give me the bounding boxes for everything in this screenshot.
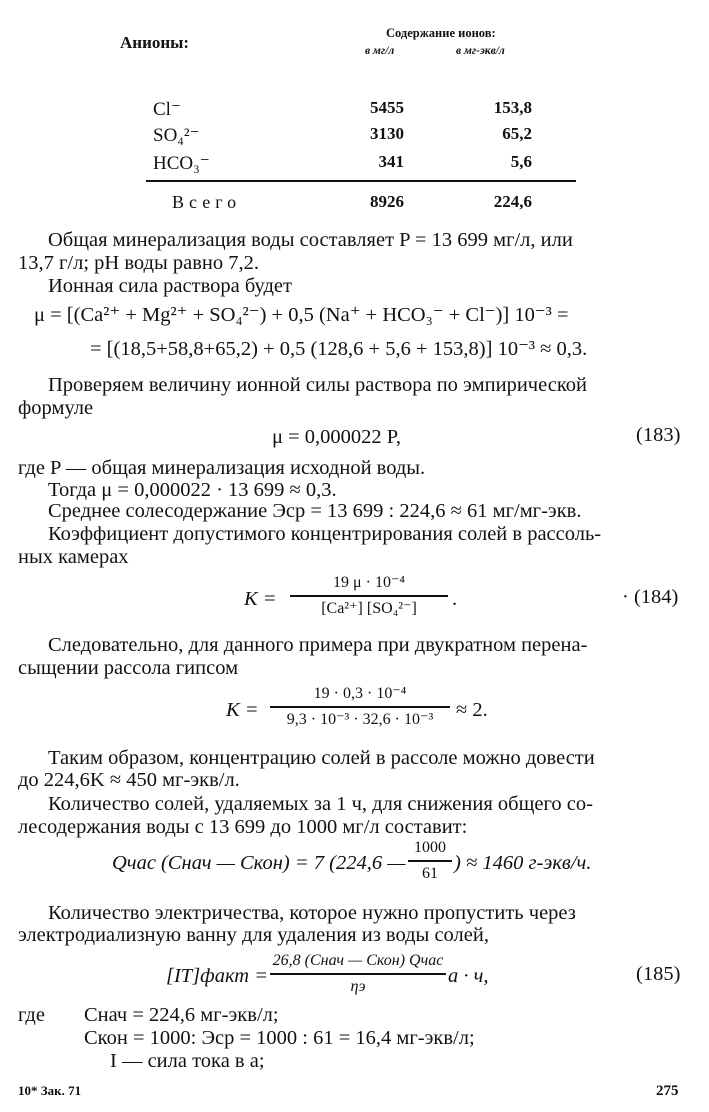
total-mgeq: 224,6 bbox=[493, 192, 532, 211]
ion-mg: 3130 bbox=[370, 124, 404, 143]
anions-header: Анионы: bbox=[120, 33, 190, 52]
equation-185-numerator: 26,8 (Cнач — Cкон) Qчас bbox=[272, 952, 444, 969]
paragraph-line: ных камерах bbox=[18, 546, 129, 568]
equation-184-denominator: [Ca²⁺] [SO₄²⁻] bbox=[321, 599, 417, 617]
where-item: I — сила тока в a; bbox=[110, 1050, 265, 1072]
paragraph-line: сыщении рассола гипсом bbox=[18, 657, 239, 679]
page-number: 275 bbox=[656, 1083, 679, 1099]
equation-q-denominator: 61 bbox=[422, 864, 438, 882]
equation-k-denominator: 9,3 · 10⁻³ · 32,6 · 10⁻³ bbox=[286, 710, 434, 728]
ion-mgeq: 65,2 bbox=[502, 124, 532, 143]
paragraph-line: до 224,6K ≈ 450 мг-экв/л. bbox=[18, 769, 240, 791]
ion-mgeq: 153,8 bbox=[493, 98, 532, 117]
paragraph-line: лесодержания воды с 13 699 до 1000 мг/л составит: bbox=[18, 816, 468, 838]
fraction-bar bbox=[408, 860, 452, 862]
equation-k-lhs: K = bbox=[226, 699, 259, 721]
fraction-bar bbox=[290, 595, 448, 597]
equation-184-lhs: K = bbox=[244, 588, 277, 610]
equation-k-fraction bbox=[270, 684, 450, 730]
where-item: Cнач = 224,6 мг-экв/л; bbox=[84, 1004, 279, 1026]
where-item: Cкон = 1000: Эср = 1000 : 61 = 16,4 мг-экв/л; bbox=[84, 1027, 475, 1049]
equation-k-numerator: 19 · 0,3 · 10⁻⁴ bbox=[313, 685, 407, 702]
equation-q-rhs: ) ≈ 1460 г-экв/ч. bbox=[454, 852, 592, 874]
ion-name: SO₄²⁻ bbox=[153, 125, 200, 146]
equation-q-fraction bbox=[408, 838, 452, 884]
paragraph-line: Таким образом, концентрацию солей в рассоле можно довести bbox=[48, 747, 595, 769]
equation-number: · (184) bbox=[622, 586, 679, 608]
content-header: Содержание ионов: bbox=[386, 26, 496, 40]
paragraph-line: Ионная сила раствора будет bbox=[48, 275, 292, 297]
paragraph-line: Количество электричества, которое нужно пропустить через bbox=[48, 902, 576, 924]
ion-name: HCO₃⁻ bbox=[153, 153, 210, 174]
equation-184-numerator: 19 μ · 10⁻⁴ bbox=[333, 574, 405, 591]
total-mg: 8926 bbox=[370, 192, 404, 211]
paragraph-line: Среднее солесодержание Эср = 13 699 : 224,6 ≈ 61 мг/мг-экв. bbox=[48, 500, 582, 522]
ion-name: Cl⁻ bbox=[153, 99, 181, 120]
equation-number: (185) bbox=[636, 963, 681, 985]
equation-184-dot: . bbox=[452, 588, 458, 610]
ion-mg: 341 bbox=[378, 152, 404, 171]
paragraph-line: Коэффициент допустимого концентрирования солей в рассоль- bbox=[48, 523, 602, 545]
col-header-mg: в мг/л bbox=[365, 45, 395, 57]
paragraph-line: Следовательно, для данного примера при двукратном перена- bbox=[48, 634, 588, 656]
where-label: где bbox=[18, 1004, 45, 1026]
table-rule bbox=[146, 180, 576, 182]
equation-q-lhs: Qчас (Cнач — Cкон) = 7 (224,6 — bbox=[112, 852, 406, 874]
paragraph-line: формуле bbox=[18, 397, 94, 419]
equation-185-denominator: ηэ bbox=[350, 977, 366, 995]
paragraph-line: Тогда μ = 0,000022 · 13 699 ≈ 0,3. bbox=[48, 479, 337, 501]
paragraph-line: Общая минерализация воды составляет P = 13 699 мг/л, или bbox=[48, 229, 573, 251]
ion-mg: 5455 bbox=[370, 98, 404, 117]
equation-185-lhs: [IT]факт = bbox=[166, 965, 269, 987]
paragraph-line: Проверяем величину ионной силы раствора по эмпирической bbox=[48, 374, 587, 396]
equation-ionic-strength-values: = [(18,5+58,8+65,2) + 0,5 (128,6 + 5,6 + 153,8)] 10⁻³ ≈ 0,3. bbox=[90, 338, 588, 360]
equation-183: μ = 0,000022 P, bbox=[272, 426, 402, 448]
equation-number: (183) bbox=[636, 424, 681, 446]
equation-k-rhs: ≈ 2. bbox=[456, 699, 488, 721]
ion-mgeq: 5,6 bbox=[510, 152, 532, 171]
equation-ionic-strength: μ = [(Ca²⁺ + Mg²⁺ + SO₄²⁻) + 0,5 (Na⁺ + HCO₃⁻ + Cl⁻)] 10⁻³ = bbox=[34, 304, 569, 326]
total-label: Всего bbox=[172, 192, 242, 212]
equation-184-fraction bbox=[290, 573, 448, 619]
col-header-mgeq: в мг-экв/л bbox=[456, 45, 505, 57]
paragraph-line: 13,7 г/л; pH воды равно 7,2. bbox=[18, 252, 259, 274]
equation-q-numerator: 1000 bbox=[414, 839, 446, 856]
equation-185-rhs: a · ч, bbox=[448, 965, 489, 987]
paragraph-line: где P — общая минерализация исходной воды. bbox=[18, 457, 426, 479]
paragraph-line: электродиализную ванну для удаления из воды солей, bbox=[18, 924, 489, 946]
fraction-bar bbox=[270, 706, 450, 708]
fraction-bar bbox=[270, 973, 446, 975]
paragraph-line: Количество солей, удаляемых за 1 ч, для снижения общего со- bbox=[48, 793, 593, 815]
equation-185-fraction bbox=[270, 951, 446, 997]
footer-signature: 10* Зак. 71 bbox=[18, 1083, 82, 1098]
